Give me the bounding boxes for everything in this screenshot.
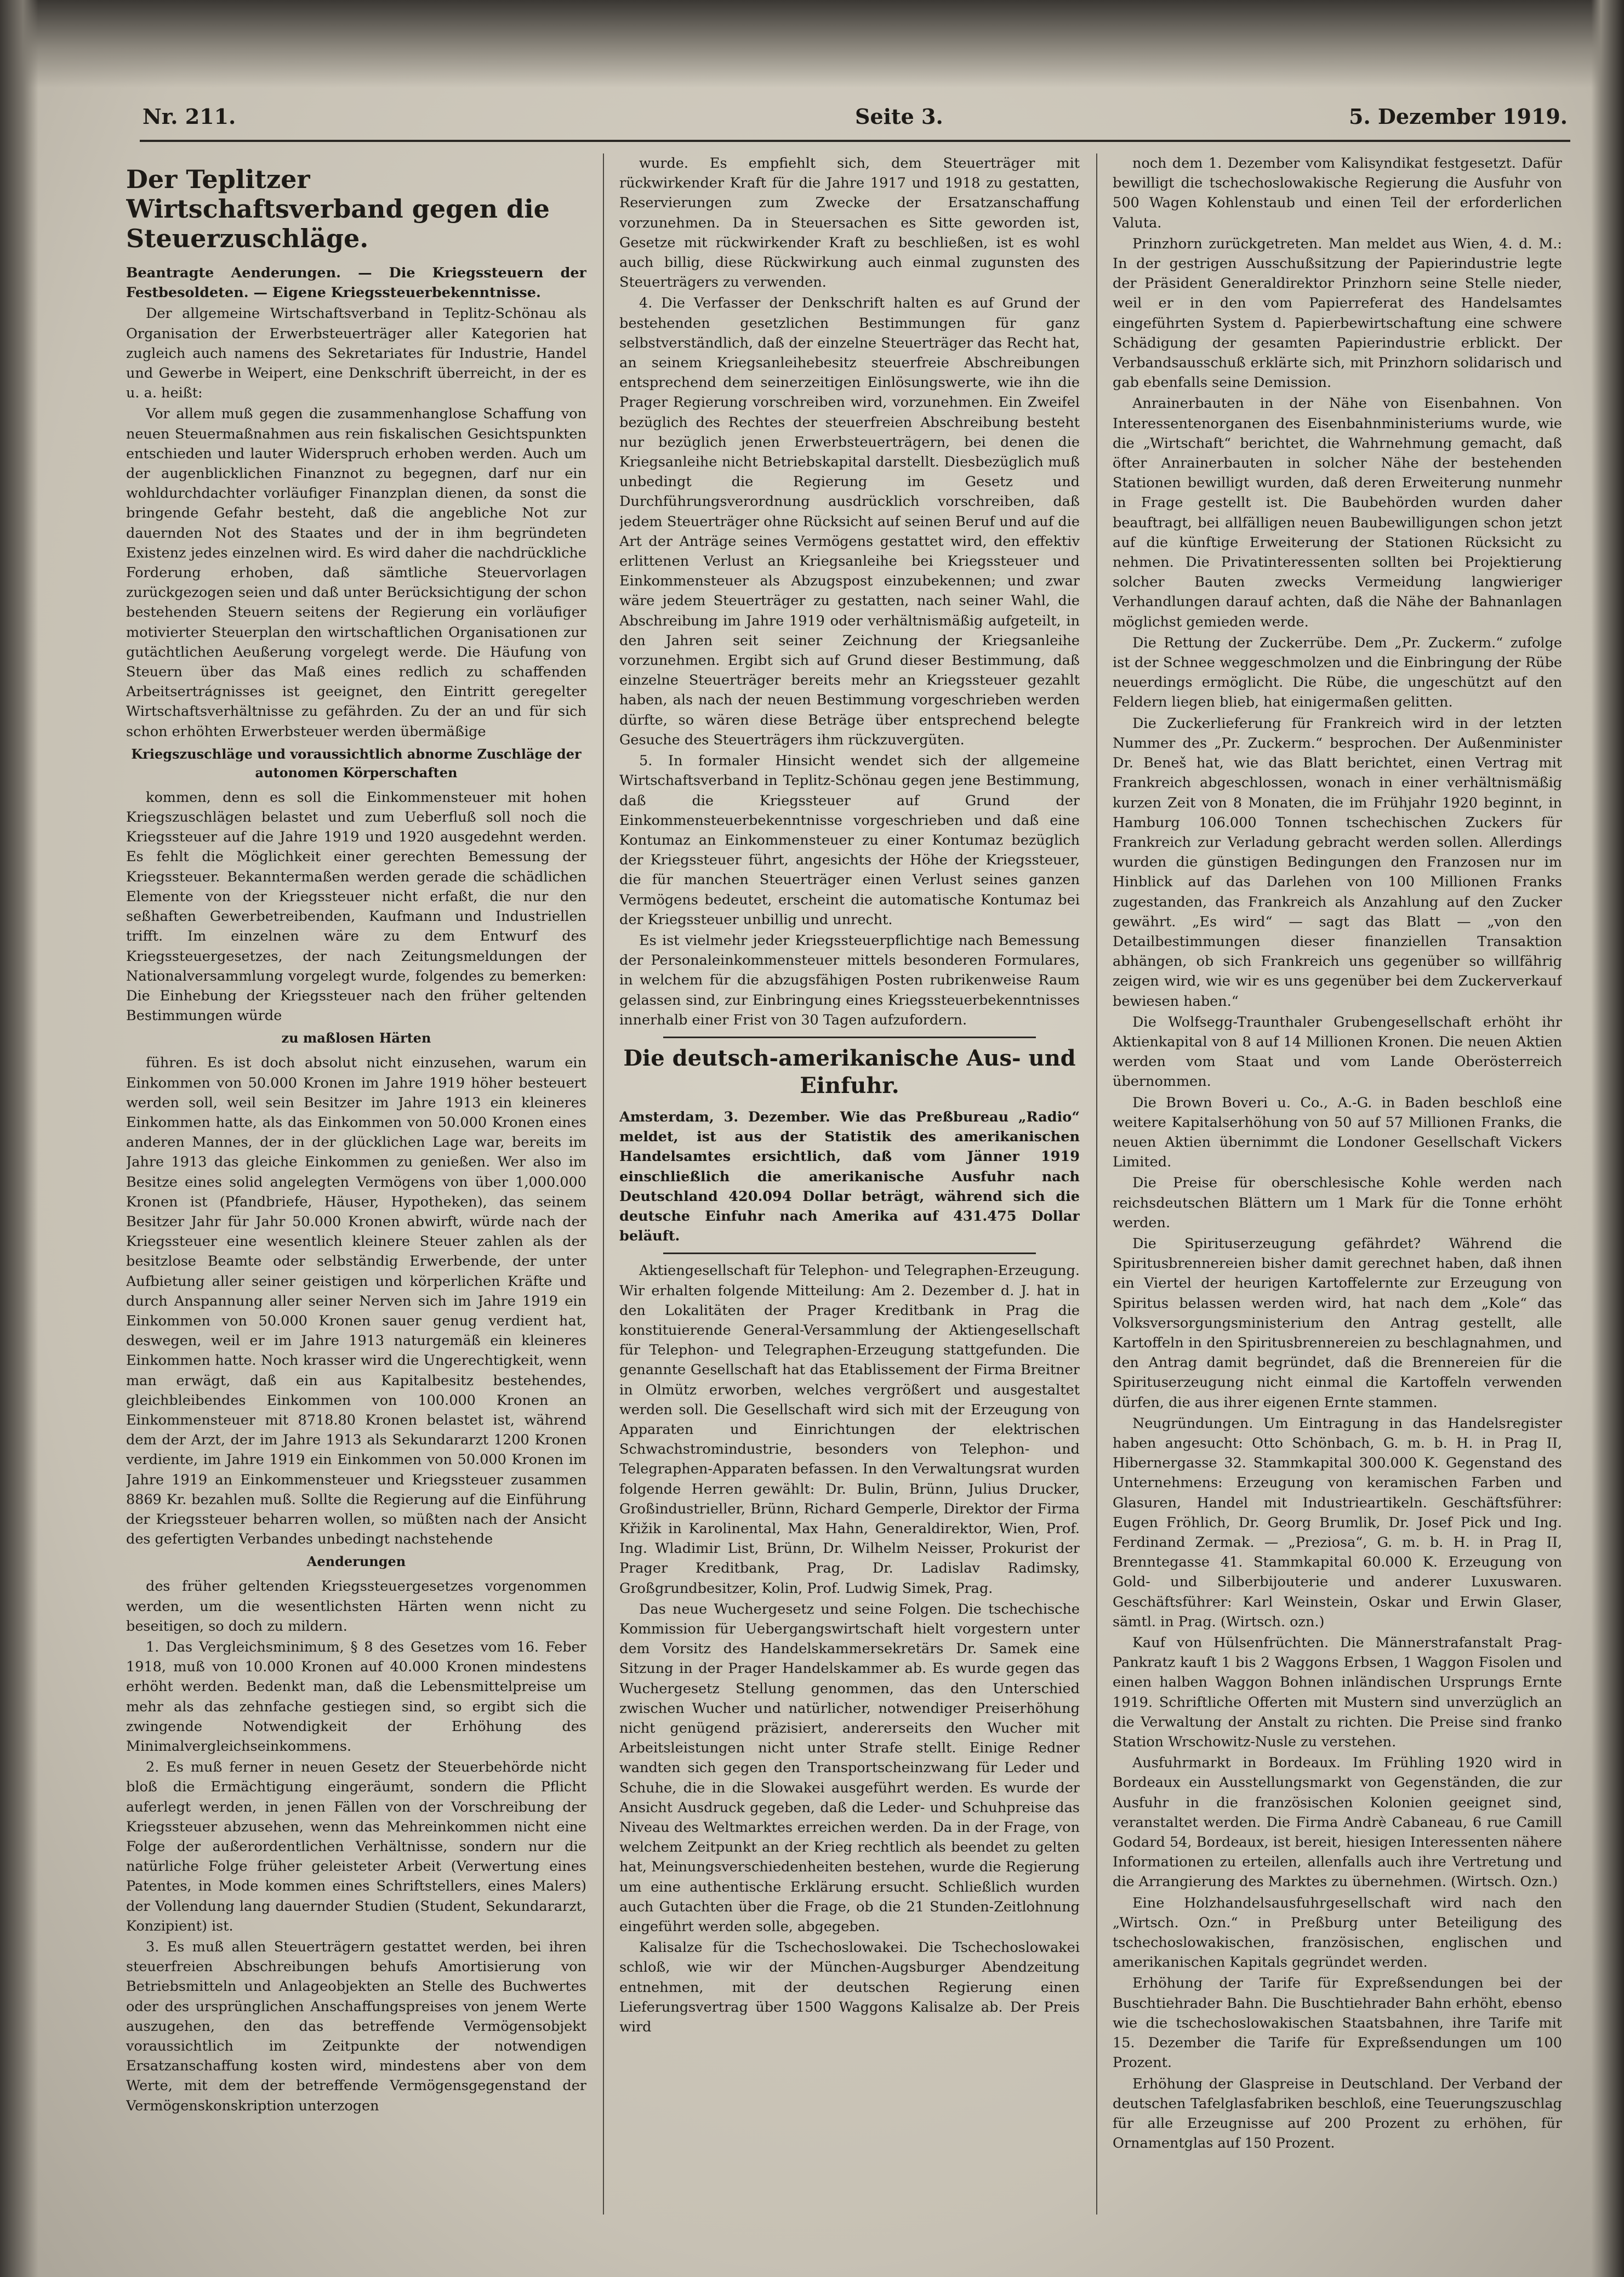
issue-date: 5. Dezember 1919. [1349, 104, 1568, 129]
paragraph: Eine Holzhandelsausfuhrgesellschaft wird nach den „Wirtsch. Ozn.“ in Preßburg unter Beteiligung des tschechoslowakischen, französischen, englischen und amerikanischen Kapitals gegründet werden. [1113, 1894, 1562, 1971]
paragraph: Es ist vielmehr jeder Kriegssteuerpflichtige nach Bemessung der Personaleinkommensteuer mittels besonderen Formulares, in welchem für die abzugsfähigen Posten rubrikenweise Raum gelassen sind, zur Einbringung eines Kriegssteuerbekenntnisses innerhalb einer Frist von 30 Tagen aufzufordern. [619, 932, 1080, 1028]
page-number: Seite 3. [855, 104, 943, 129]
header-rule [140, 140, 1570, 142]
paragraph: 4. Die Verfasser der Denkschrift halten es auf Grund der bestehenden gesetzlichen Bestimmungen für ganz selbstverständlich, daß der einzelne Steuerträger das Recht hat, an seinem Kriegsanleihebesitz steuerfreie Abschreibungen entsprechend dem seinerzeitigen Einlösungswerte, wie ihn die Prager Regierung vorschreiben wird, vorzunehmen. Ein Zweifel bezüglich des Rechtes der steuerfreien Abschreibung besteht nur bezüglich jenen Erwerbsteuerträgern, bei denen die Kriegsanleihe nicht Betriebskapital darstellt. Diesbezüglich muß unbedingt die Regierung im Gesetz und Durchführungsverordnung ausdrücklich vorschreiben, daß jedem Steuerträger ohne Rücksicht auf seinen Beruf und auf die Art der Anträge seines Vermögens gestattet wird, den effektiv erlittenen Verlust an Kriegsanleihe bei Kriegssteuer und Einkommensteuer als Abzugspost einzubekennen; und zwar wäre jedem Steuerträger zu gestatten, nach seiner Wahl, die Abschreibung im Jahre 1919 oder verhältnismäßig aufgeteilt, in den Jahren seit seiner Zeichnung der Kriegsanleihe vorzunehmen. Ergibt sich auf Grund dieser Bestimmung, daß einzelne Steuerträger bereits mehr an Kriegssteuer gezahlt haben, als nach der neuen Bestimmung vorgeschrieben werden dürfte, so wären diese Beträge über entsprechend belegte Gesuche des Steuerträgers ihm rückzuvergüten. [619, 295, 1080, 748]
subheading: zu maßlosen Härten [281, 1030, 431, 1046]
paragraph: Anrainerbauten in der Nähe von Eisenbahnen. Von Interessentenorganen des Eisenbahnministeriums wurde, wie die „Wirtschaft“ berichtet, die Wahrnehmung gemacht, daß öfter Anrainerbauten in solcher Nähe der bestehenden Stationen bewilligt wurden, daß deren Erweiterung nunmehr in Frage gestellt ist. Die Baubehörden wurden daher beauftragt, bei allfälligen neuen Baubewilligungen schon jetzt auf die künftige Erweiterung der Stationen Rücksicht zu nehmen. Die Privatinteressenten sollten bei Projektierung solcher Bauten zwecks Vermeidung langwieriger Verhandlungen darauf achten, daß die Nähe der Bahnanlagen möglichst gemieden werde. [1113, 395, 1562, 630]
scan-shadow-right [1591, 0, 1624, 2277]
article-summary: Beantragte Aenderungen. — Die Kriegssteuern der Festbesoldeten. — Eigene Kriegssteuerbekenntnisse. [126, 265, 586, 301]
section-rule [663, 1037, 1036, 1038]
scan-shadow-left [0, 0, 38, 2277]
column-divider [603, 153, 604, 2215]
paragraph: Prinzhorn zurückgetreten. Man meldet aus Wien, 4. d. M.: In der gestrigen Ausschußsitzung der Papierindustrie legte der Präsident Generaldirektor Prinzhorn seine Stelle nieder, weil er in den vom Papierreferat des Handelsamtes eingeführten System d. Papierbewirtschaftung eine schwere Schädigung der gesamten Papierindustrie erblickt. Der Verbandsausschuß erklärte sich, mit Prinzhorn solidarisch und gab ebenfalls seine Demission. [1113, 235, 1562, 391]
paragraph: wurde. Es empfiehlt sich, dem Steuerträger mit rückwirkender Kraft für die Jahre 1917 und 1918 zu gestatten, Reservierungen zum Zwecke der Ersatzanschaffung vorzunehmen. Da in Steuersachen es Sitte geworden ist, Gesetze mit rückwirkender Kraft zu beschließen, ist es wohl auch billig, diese Rückwirkung auch einmal zugunsten des Steuerträgers zu verwenden. [619, 155, 1080, 291]
paragraph: führen. Es ist doch absolut nicht einzusehen, warum ein Einkommen von 50.000 Kronen im Jahre 1919 höher besteuert werden soll, weil sein Besitzer im Jahre 1913 ein kleineres Einkommen hatte, als das Einkommen von 50.000 Kronen eines anderen Mannes, der in der glücklichen Lage war, bereits im Jahre 1913 das gleiche Einkommen zu genießen. Wer also im Besitze eines solid angelegten Vermögens von über 1,000.000 Kronen ist (Pfandbriefe, Häuser, Hypotheken), das seinem Besitzer Jahr für Jahr 50.000 Kronen abwirft, würde nach der Kriegssteuer eine wesentlich kleinere Steuer zahlen als der besitzlose Beamte oder selbständig Erwerbende, der unter Aufbietung aller seiner geistigen und körperlichen Kräfte und durch Anspannung aller seiner Nerven sich im Jahre 1919 ein Einkommen von 50.000 Kronen sauer genug verdient hat, deswegen, weil er im Jahre 1913 naturgemäß ein kleineres Einkommen hatte. Noch krasser wird die Ungerechtigkeit, wenn man erwägt, daß ein aus Kapitalbesitz bestehendes, gleichbleibendes Einkommen von 100.000 Kronen an Einkommensteuer mit 8718.80 Kronen belastet ist, während dem der Arzt, der im Jahre 1913 als Sekundararzt 1200 Kronen verdiente, im Jahre 1919 ein Einkommen von 50.000 Kronen im Jahre 1919 an Einkommensteuer und Kriegssteuer zusammen 8869 Kr. bezahlen muß. Sollte die Regierung auf die Einführung der Kriegssteuer beharren wollen, so müßten nach der Ansicht des gefertigten Verbandes unbedingt nachstehende [126, 1055, 586, 1548]
paragraph: noch dem 1. Dezember vom Kalisyndikat festgesetzt. Dafür bewilligt die tschechoslowakische Regierung die Ausfuhr von 500 Wagen Kohlenstaub und einen Teil der erforderlichen Valuta. [1113, 155, 1562, 231]
column-1 [126, 153, 586, 2215]
section-rule [663, 1253, 1036, 1254]
subheading: Aenderungen [306, 1553, 406, 1570]
paragraph: Neugründungen. Um Eintragung in das Handelsregister haben angesucht: Otto Schönbach, G. m. b. H. in Prag II, Hibernergasse 32. Stammkapital 300.000 K. Gegenstand des Unternehmens: Erzeugung von keramischen Farben und Glasuren, Handel mit Industrieartikeln. Geschäftsführer: Eugen Fröhlich, Dr. Georg Brumlik, Dr. Josef Pick und Ing. Ferdinand Zermak. — „Preziosa“, G. m. b. H. in Prag II, Brenntegasse 41. Stammkapital 60.000 K. Erzeugung von Gold- und Silberbijouterie und anderer Luxuswaren. Geschäftsführer: Karl Weinstein, Oskar und Erwin Glaser, sämtl. in Prag. (Wirtsch. ozn.) [1113, 1415, 1562, 1630]
scan-shadow-top [0, 0, 1624, 88]
paragraph: Vor allem muß gegen die zusammenhanglose Schaffung von neuen Steuermaßnahmen aus rein fiskalischen Gesichtspunkten entschieden und lauter Widerspruch erhoben werden. Auch um der augenblicklichen Finanznot zu begegnen, darf nur ein wohldurchdachter vorläufiger Finanzplan dienen, da sonst die bringende Gefahr besteht, daß die angebliche Not zur dauernden Not des Staates und der in ihm begründeten Existenz jedes einzelnen wird. Es wird daher die nachdrückliche Forderung erhoben, daß sämtliche Steuervorlagen zurückgezogen seien und daß unter Berücksichtigung der schon bestehenden Steuern seitens der Regierung ein vorläufiger motivierter Steuerplan den wirtschaftlichen Organisationen zur gutächtlichen Aeußerung vorgelegt werde. Die Häufung von Steuern über das Maß eines redlich zu schaffenden Arbeitsertrágnisses ist geeignet, den Eintritt geregelter Wirtschaftsverhältnisse zu gefährden. Zu der an und für sich schon erhöhten Erwerbsteuer werden übermäßige [126, 406, 586, 740]
issue-number: Nr. 211. [143, 104, 236, 129]
paragraph: 5. In formaler Hinsicht wendet sich der allgemeine Wirtschaftsverband in Teplitz-Schönau gegen jene Bestimmung, daß die Kriegssteuer auf Grund der Einkommensteuerbekenntnisse vorgeschrieben und daß eine Kontumaz an Einkommensteuer zu einer Kontumaz bezüglich der Kriegssteuer führt, angesichts der Höhe der Kriegssteuer, die für manchen Steuerträger einen Verlust seines ganzen Vermögens bedeutet, erscheint die automatische Kontumaz bei der Kriegssteuer unbillig und unrecht. [619, 753, 1080, 928]
paragraph: Die Wolfsegg-Traunthaler Grubengesellschaft erhöht ihr Aktienkapital von 8 auf 14 Millionen Kronen. Die neuen Aktien werden vom Staat und vom Lande Oberösterreich übernommen. [1113, 1014, 1562, 1090]
paragraph: Erhöhung der Glaspreise in Deutschland. Der Verband der deutschen Tafelglasfabriken beschloß, eine Teuerungszuschlag für alle Erzeugnisse auf 200 Prozent zu erhöhen, für Ornamentglas auf 150 Prozent. [1113, 2075, 1562, 2152]
paragraph: kommen, denn es soll die Einkommensteuer mit hohen Kriegszuschlägen belastet und zum Ueberfluß soll noch die Kriegssteuer auf die Jahre 1919 und 1920 ausgedehnt werden. Es fehlt die Möglichkeit einer gerechten Bemessung der Kriegssteuer. Bekanntermaßen werden gerade die schädlichen Elemente von der Kriegssteuer nicht erfaßt, die nur den seßhaften Gewerbetreibenden, Kaufmann und Industriellen trifft. Im einzelnen wäre zu dem Entwurf des Kriegssteuergesetzes, der nach Zeitungsmeldungen der Nationalversammlung vorgelegt wurde, folgendes zu bemerken: Die Einhebung der Kriegssteuer nach den früher geltenden Bestimmungen würde [126, 789, 586, 1024]
article-headline: Der Teplitzer Wirtschaftsverband gegen die Steuerzuschläge. [126, 164, 550, 253]
paragraph: Das neue Wuchergesetz und seine Folgen. Die tschechische Kommission für Uebergangswirtschaft hielt vorgestern unter dem Vorsitz des Handelskammersekretärs Dr. Samek eine Sitzung in der Prager Handelskammer ab. Es wurde gegen das Wuchergesetz Stellung genommen, das den Unterschied zwischen Wucher und natürlicher, notwendiger Preiserhöhung nicht genügend präzisiert, andererseits den Wucher mit Arbeitsleistungen nicht unter Strafe stellt. Einige Redner wandten sich gegen den Transportscheinzwang für Leder und Schuhe, die in die Slowakei ausgeführt werden. Es wurde der Ansicht Ausdruck gegeben, daß die Leder- und Schuhpreise das Niveau des Weltmarktes erreichen werden. Da in der Frage, von welchem Zeitpunkt an der Krieg rechtlich als beendet zu gelten hat, Meinungsverschiedenheiten bestehen, wurde die Regierung um eine authentische Erklärung ersucht. Schließlich wurden auch Gutachten über die Frage, ob die 21 Stunden-Zeitlohnung eingeführt werden solle, abgegeben. [619, 1601, 1080, 1936]
column-divider [1096, 153, 1097, 2215]
paragraph: Die Spirituserzeugung gefährdet? Während die Spiritusbrennereien bisher damit gerechnet haben, daß ihnen ein Viertel der heurigen Kartoffelernte zur Erzeugung von Spiritus belassen werden wird, hat nach dem „Kole“ das Volksversorgungsministerium den Antrag gestellt, alle Kartoffeln in den Spiritusbrennereien zu beschlagnahmen, und den Antrag damit begründet, daß die Brennereien für die Spirituserzeugung nicht einmal die Kartoffeln verwenden dürfen, die aus ihrer eigenen Ernte stammen. [1113, 1235, 1562, 1411]
paragraph: Kauf von Hülsenfrüchten. Die Männerstrafanstalt Prag-Pankratz kauft 1 bis 2 Waggons Erbsen, 1 Waggon Fisolen und einen halben Waggon Bohnen inländischen Ursprungs Ernte 1919. Schriftliche Offerten mit Mustern sind unverzüglich an die Verwaltung der Anstalt zu richten. Die Preise sind franko Station Wrschowitz-Nusle zu verstehen. [1113, 1635, 1562, 1751]
paragraph: Die Brown Boveri u. Co., A.-G. in Baden beschloß eine weitere Kapitalserhöhung von 50 auf 57 Millionen Franks, die neuen Aktien übernimmt die Londoner Gesellschaft Vickers Limited. [1113, 1094, 1562, 1171]
paragraph: Die Zuckerlieferung für Frankreich wird in der letzten Nummer des „Pr. Zuckerm.“ besprochen. Der Außenminister Dr. Beneš hat, wie das Blatt berichtet, einen Vertrag mit Frankreich abgeschlossen, wonach in einer verhältnismäßig kurzen Zeit von 8 Monaten, die im Frühjahr 1920 beginnt, in Hamburg 106.000 Tonnen tschechischen Zuckers für Frankreich zur Verladung gebracht werden sollen. Allerdings wurden die günstigen Bedingungen den Franzosen nur im Hinblick auf das Darlehen von 100 Millionen Franks zugestanden, das Frankreich als Anzahlung auf den Zucker gewährt. „Es wird“ — sagt das Blatt — „von den Detailbestimmungen dieser finanziellen Transaktion abhängen, ob sich Frankreich uns gegenüber so willfährig zeigen wird, wie wir es uns gegenüber bei dem Zuckerverkauf bewiesen haben.“ [1113, 715, 1562, 1010]
paragraph: des früher geltenden Kriegssteuergesetzes vorgenommen werden, um die wesentlichsten Härten wenn nicht zu beseitigen, so doch zu mildern. [126, 1578, 586, 1635]
subheading: Kriegszuschläge und voraussichtlich abnorme Zuschläge der autonomen Körperschaften [131, 745, 582, 781]
page-header [143, 104, 1568, 137]
paragraph: Ausfuhrmarkt in Bordeaux. Im Frühling 1920 wird in Bordeaux ein Ausstellungsmarkt von Gegenständen, die zur Ausfuhr in die französischen Kolonien geeignet sind, veranstaltet werden. Die Firma Andrè Cabaneau, 6 rue Camill Godard 54, Bordeaux, ist bereit, hiesigen Interessenten nähere Informationen zu erteilen, allenfalls auch ihre Vertretung und die Arrangierung des Marktes zu übernehmen. (Wirtsch. Ozn.) [1113, 1755, 1562, 1891]
column-3 [1113, 153, 1562, 2215]
paragraph: Der allgemeine Wirtschaftsverband in Teplitz-Schönau als Organisation der Erwerbsteuerträger aller Kategorien hat zugleich auch namens des Sekretariates für Industrie, Handel und Gewerbe in Weipert, eine Denkschrift überreicht, in der es u. a. heißt: [126, 305, 586, 402]
paragraph: Amsterdam, 3. Dezember. Wie das Preßbureau „Radio“ meldet, ist aus der Statistik des amerikanischen Handelsamtes ersichtlich, daß vom Jänner 1919 einschließlich die amerikanische Ausfuhr nach Deutschland 420.094 Dollar beträgt, während sich die deutsche Einfuhr nach Amerika auf 431.475 Dollar beläuft. [619, 1108, 1080, 1245]
column-2 [619, 153, 1080, 2215]
paragraph: Kalisalze für die Tschechoslowakei. Die Tschechoslowakei schloß, wie wir der München-Augsburger Abendzeitung entnehmen, mit der deutschen Regierung einen Lieferungsvertrag über 1500 Waggons Kalisalze ab. Der Preis wird [619, 1939, 1080, 2036]
paragraph: Die Preise für oberschlesische Kohle werden nach reichsdeutschen Blättern um 1 Mark für die Tonne erhöht werden. [1113, 1175, 1562, 1231]
paragraph: 2. Es muß ferner in neuen Gesetz der Steuerbehörde nicht bloß die Ermächtigung eingeräumt, sondern die Pflicht auferlegt werden, in jenen Fällen von der Vorschreibung der Kriegssteuer abzusehen, wenn das Mehreinkommen nicht eine Folge der außerordentlichen Verhältnisse, sondern nur die natürliche Folge früher geleisteter Arbeit (Verwertung eines Patentes, in Mode kommen eines Schriftstellers, eines Malers) der Vollendung lang dauernder Studien (Student, Sekundararzt, Konzipient) ist. [126, 1759, 586, 1934]
paragraph: Aktiengesellschaft für Telephon- und Telegraphen-Erzeugung. Wir erhalten folgende Mitteilung: Am 2. Dezember d. J. hat in den Lokalitäten der Prager Kreditbank in Prag die konstituierende General-Versammlung der Aktiengesellschaft für Telephon- und Telegraphen-Erzeugung stattgefunden. Die genannte Gesellschaft hat das Etablissement der Firma Breitner in Olmütz erworben, welches vergrößert und ausgestaltet werden soll. Die Gesellschaft wird sich mit der Erzeugung von Apparaten und Einrichtungen der elektrischen Schwachstromindustrie, besonders von Telephon- und Telegraphen-Apparaten befassen. In den Verwaltungsrat wurden folgende Herren gewählt: Dr. Bulin, Brünn, Julius Drucker, Großindustrieller, Brünn, Richard Gemperle, Direktor der Firma Křižik in Karolinental, Max Hahn, Generaldirektor, Wien, Prof. Ing. Wladimir List, Brünn, Dr. Wilhelm Neisser, Prokurist der Prager Kreditbank, Prag, Dr. Ladislav Radimsky, Großgrundbesitzer, Kolin, Prof. Ludwig Simek, Prag. [619, 1262, 1080, 1597]
article-headline: Die deutsch-amerikanische Aus- und Einfuhr. [623, 1045, 1076, 1098]
paragraph: 1. Das Vergleichsminimum, § 8 des Gesetzes vom 16. Feber 1918, muß von 10.000 Kronen auf 40.000 Kronen mindestens erhöht werden. Bedenkt man, daß die Lebensmittelpreise um mehr als das zehnfache gestiegen sind, so ergibt sich die zwingende Notwendigkeit der Erhöhung des Minimalvergleichseinkommens. [126, 1639, 586, 1755]
paragraph: Erhöhung der Tarife für Expreßsendungen bei der Buschtiehrader Bahn. Die Buschtiehrader Bahn erhöht, ebenso wie die tschechoslowakischen Staatsbahnen, ihre Tarife mit 15. Dezember die Tarife für Expreßsendungen um 100 Prozent. [1113, 1975, 1562, 2071]
paragraph: Die Rettung der Zuckerrübe. Dem „Pr. Zuckerm.“ zufolge ist der Schnee weggeschmolzen und die Einbringung der Rübe neuerdings ermöglicht. Die Rübe, die ungeschützt auf den Feldern liegen blieb, hat einigermaßen gelitten. [1113, 634, 1562, 711]
paragraph: 3. Es muß allen Steuerträgern gestattet werden, bei ihren steuerfreien Abschreibungen behufs Amortisierung von Betriebsmitteln und Anlageobjekten an Stelle des Buchwertes oder des ursprünglichen Anschaffungspreises von jenem Werte auszugehen, den das betreffende Vermögensobjekt voraussichtlich im Zeitpunkte der notwendigen Ersatzanschaffung kosten wird, mindestens aber von dem Werte, mit dem der betreffende Vermögensgegenstand der Vermögenskonskription unterzogen [126, 1939, 586, 2114]
